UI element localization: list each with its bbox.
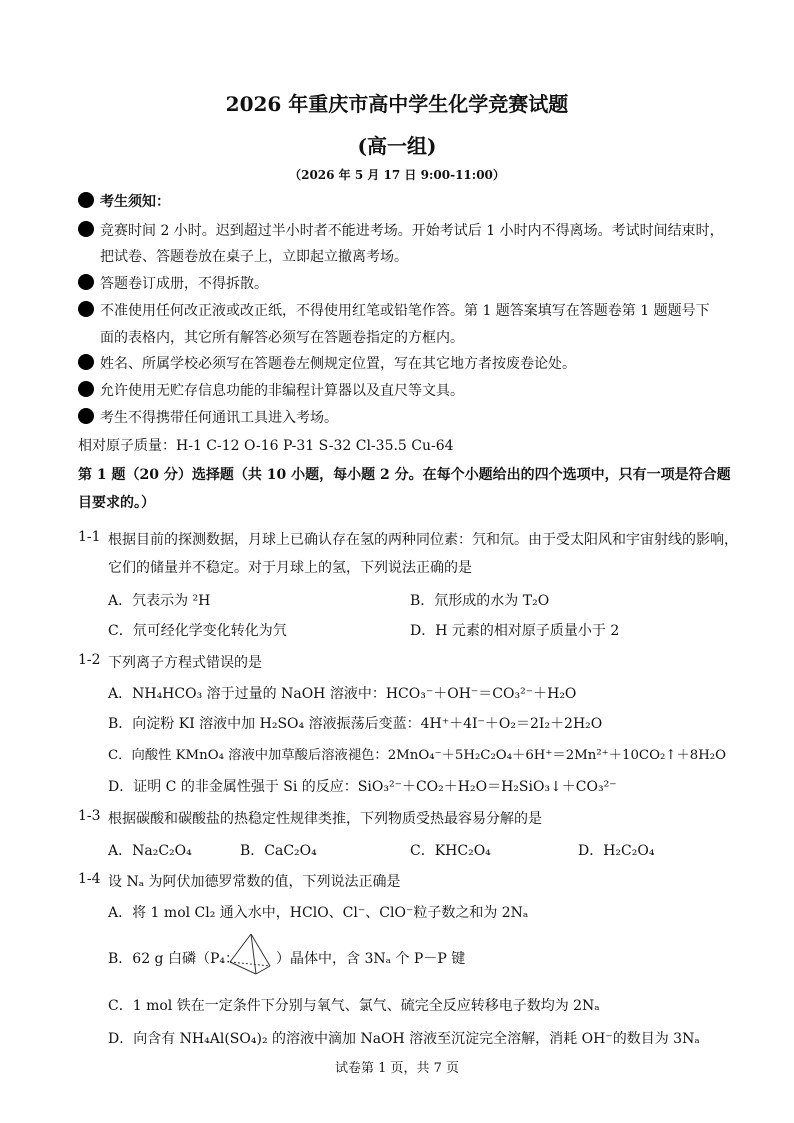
option-a: A．氕表示为 ²H xyxy=(108,593,211,609)
notice-item: 答题卷订成册，不得拆散。 xyxy=(100,276,268,292)
option-c: C．向酸性 KMnO₄ 溶液中加草酸后溶液褪色：2MnO₄⁻＋5H₂C₂O₄＋6H⁺＝2Mn²⁺＋10CO₂↑＋8H₂O xyxy=(108,748,727,763)
notice-heading: 考生须知： xyxy=(100,194,170,210)
bullet-icon xyxy=(78,381,94,397)
option-d: D．H₂C₂O₄ xyxy=(578,843,655,859)
question-stem: 下列离子方程式错误的是 xyxy=(108,655,262,671)
bullet-icon xyxy=(78,301,94,317)
option-a: A．NH₄HCO₃ 溶于过量的 NaOH 溶液中：HCO₃⁻＋OH⁻＝CO₃²⁻＋H₂O xyxy=(108,686,577,702)
option-c: C．KHC₂O₄ xyxy=(410,843,491,859)
question-stem: 根据碳酸和碳酸盐的热稳定性规律类推，下列物质受热最容易分解的是 xyxy=(108,811,542,827)
section-heading: 第 1 题（20 分）选择题（共 10 小题，每小题 2 分。在每个小题给出的四个选项中，只有一项是符合题 xyxy=(78,467,731,483)
exam-title: 2026 年重庆市高中学生化学竞赛试题 xyxy=(225,92,569,116)
option-b: B．氘形成的水为 T₂O xyxy=(410,593,550,609)
option-b-part2: ）晶体中，含 3Nₐ 个 P－P 键 xyxy=(276,951,466,967)
bullet-icon xyxy=(78,408,94,424)
question-number: 1-3 xyxy=(78,808,101,824)
notice-item: 姓名、所属学校必须写在答题卷左侧规定位置，写在其它地方者按废卷论处。 xyxy=(100,356,576,372)
question-stem: 设 Nₐ 为阿伏加德罗常数的值，下列说法正确是 xyxy=(108,874,401,890)
option-b-part1: B．62 g 白磷（P₄： xyxy=(108,951,239,967)
option-d: D．向含有 NH₄Al(SO₄)₂ 的溶液中滴加 NaOH 溶液至沉淀完全溶解，消耗 OH⁻的数目为 3Nₐ xyxy=(108,1031,700,1047)
notice-item-cont: 面的表格内，其它所有解答必须写在答题卷指定的方框内。 xyxy=(100,330,464,346)
option-c: C．1 mol 铁在一定条件下分别与氧气、氯气、硫完全反应转移电子数均为 2Nₐ xyxy=(108,998,600,1014)
notice-item: 考生不得携带任何通讯工具进入考场。 xyxy=(100,410,338,426)
notice-item: 竞赛时间 2 小时。迟到超过半小时者不能进考场。开始考试后 1 小时内不得离场。考试时间结束时， xyxy=(100,223,724,239)
bullet-icon xyxy=(78,354,94,370)
question-stem: 根据目前的探测数据，月球上已确认存在氢的两种同位素：氕和氘。由于受太阳风和宇宙射线的影响， xyxy=(108,532,738,548)
notice-item: 允许使用无贮存信息功能的非编程计算器以及直尺等文具。 xyxy=(100,383,464,399)
question-number: 1-2 xyxy=(78,652,101,668)
atomic-masses: 相对原子质量：H-1 C-12 O-16 P-31 S-32 Cl-35.5 Cu-64 xyxy=(78,438,454,454)
question-stem-cont: 它们的储量并不稳定。对于月球上的氢，下列说法正确的是 xyxy=(108,560,472,576)
exam-date: （2026 年 5 月 17 日 9:00-11:00） xyxy=(289,168,505,182)
question-number: 1-1 xyxy=(78,529,101,545)
notice-item-cont: 把试卷、答题卷放在桌子上，立即起立撤离考场。 xyxy=(100,249,408,265)
option-b: B．向淀粉 KI 溶液中加 H₂SO₄ 溶液振荡后变蓝：4H⁺＋4I⁻＋O₂＝2I₂＋2H₂O xyxy=(108,716,603,732)
bullet-icon xyxy=(78,221,94,237)
bullet-icon xyxy=(78,274,94,290)
notice-item: 不准使用任何改正液或改正纸，不得使用红笔或铅笔作答。第 1 题答案填写在答题卷第 1 题题号下 xyxy=(100,303,710,319)
question-number: 1-4 xyxy=(78,871,101,887)
option-a: A．将 1 mol Cl₂ 通入水中，HClO、Cl⁻、ClO⁻粒子数之和为 2Nₐ xyxy=(108,905,529,921)
bullet-icon xyxy=(78,192,94,208)
page-footer: 试卷第 1 页，共 7 页 xyxy=(334,1061,460,1076)
option-d: D．证明 C 的非金属性强于 Si 的反应：SiO₃²⁻＋CO₂＋H₂O＝H₂SiO₃↓＋CO₃²⁻ xyxy=(108,779,617,795)
option-b: B．CaC₂O₄ xyxy=(240,843,317,859)
option-c: C．氘可经化学变化转化为氕 xyxy=(108,623,287,639)
section-heading-cont: 目要求的。） xyxy=(78,495,155,511)
white-phosphorus-tetrahedron-icon xyxy=(226,930,276,978)
option-a: A．Na₂C₂O₄ xyxy=(108,843,192,859)
exam-group: (高一组) xyxy=(357,134,437,158)
option-d: D．H 元素的相对原子质量小于 2 xyxy=(410,623,620,639)
